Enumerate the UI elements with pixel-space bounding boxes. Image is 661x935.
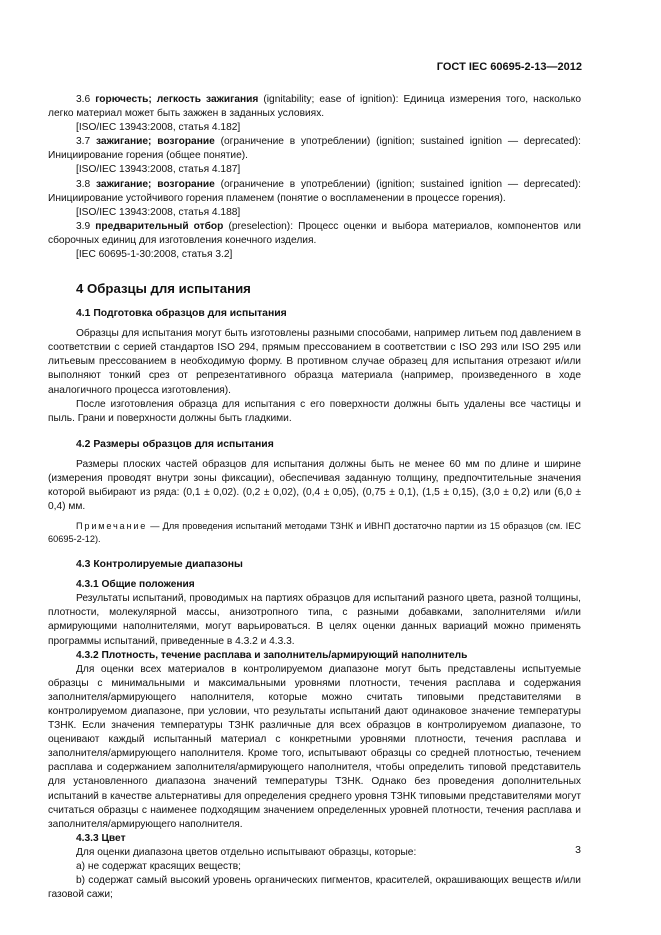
section-4-3-1-paragraph: Результаты испытаний, проводимых на партиях образцов для испытаний разного цвета, разной толщины, плотности, молекулярной массы, анизотропного типа, с разными добавками, заполнителями и/или армирующими наполнителями, могут варьироваться. В целях оценки данных вариаций можно применять программы испытаний, приведенные в 4.3.2 и 4.3.3. bbox=[48, 593, 581, 647]
term: зажигание; возгорание bbox=[95, 136, 215, 148]
section-4-3-1-title: 4.3.1 Общие положения bbox=[76, 579, 195, 591]
term: предварительный отбор bbox=[95, 220, 224, 232]
reference: [ISO/IEC 13943:2008, статья 4.182] bbox=[76, 122, 241, 134]
section-4-1-title: 4.1 Подготовка образцов для испытания bbox=[76, 308, 287, 320]
list-item-b: b) содержат самый высокий уровень органических пигментов, красителей, окрашивающих веществ и/или газовой сажи; bbox=[48, 875, 581, 901]
section-4-1-paragraph-2: После изготовления образца для испытания с его поверхности должны быть удалены все частицы и пыль. Грани и поверхности должны быть гладкими. bbox=[48, 398, 581, 424]
term: зажигание; возгорание bbox=[95, 178, 215, 190]
section-4-title: 4 Образцы для испытания bbox=[76, 281, 251, 297]
list-item-a: а) не содержат красящих веществ; bbox=[76, 861, 241, 873]
section-4-2-title: 4.2 Размеры образцов для испытания bbox=[76, 438, 274, 450]
definition-3-9: 3.9 предварительный отбор (preselection): Процесс оценки и выбора материалов, компонентов или сборочных единиц для изготовления конечного изделия. [IEC 60695-1-30:2008, статья 3.2] bbox=[48, 220, 581, 262]
section-4-3-2-paragraph: Для оценки всех материалов в контролируемом диапазоне могут быть представлены испытуемые образцы с минимальными и максимальными уровнями плотности, течения расплава и содержания заполнителя/армирующего наполнителя, которые можно считать типовыми представителями в контролируемом диапазоне, при условии, что результаты испытаний дают одинаковое значение температуры ТЗНК. Если значения температуры ТЗНК различные для всех образцов в контролируемом диапазоне, то оценивают каждый испытанный материал с конкретными уровнями плотности, течения расплава и заполнителя/армирующего наполнителя. Кроме того, испытывают образцы со средней плотностью, течением расплава и содержанием заполнителя/армирующего наполнителя, чтобы определить типовой представитель для установленного диапазона значений температуры ТЗНК. Однако без проведения дополнительных испытаний в качестве альтернативы для определения среднего уровня ТЗНК типовыми представителями могут считаться образцы с наименее подходящим значением определенных уровней плотности, течения расплава и заполнителя/армирующего наполнителя. bbox=[48, 663, 581, 830]
definition-3-7: 3.7 зажигание; возгорание (ограничение в употреблении) (ignition; sustained ignition — deprecated): Инициирование горения (общее понятие). [ISO/IEC 13943:2008, статья 4.187] bbox=[48, 135, 581, 177]
reference: [ISO/IEC 13943:2008, статья 4.187] bbox=[76, 164, 241, 176]
section-4-2-paragraph: Размеры плоских частей образцов для испытания должны быть не менее 60 мм по длине и ширине (измерения проводят внутри зоны фиксации), обеспечивая заданную толщину, предпочтительные значения которой выбирают из ряда: (0,1 ± 0,02). (0,2 ± 0,02), (0,4 ± 0,05), (0,75 ± 0,1), (1,5 ± 0,15), (3,0 ± 0,2) или (6,0 ± 0,4) мм. bbox=[48, 458, 581, 513]
section-4-3-3-paragraph: Для оценки диапазона цветов отдельно испытывают образцы, которые: bbox=[76, 846, 417, 858]
section-4-3-title: 4.3 Контролируемые диапазоны bbox=[76, 559, 243, 571]
note bbox=[48, 520, 581, 546]
reference: [IEC 60695-1-30:2008, статья 3.2] bbox=[76, 249, 233, 261]
section-4-3-2-title: 4.3.2 Плотность, течение расплава и заполнитель/армирующий наполнитель bbox=[76, 649, 468, 661]
definition-3-6: 3.6 горючесть; легкость зажигания (ignitability; ease of ignition): Единица измерения того, насколько легко материал может быть зажжен в заданных условиях. [ISO/IEC 13943:2008, статья 4.182] bbox=[48, 93, 581, 135]
note-text: — Для проведения испытаний методами ТЗНК и ИВНП достаточно партии из 15 образцов (см. IEC 60695-2-12). bbox=[48, 521, 581, 545]
definition-3-8: 3.8 зажигание; возгорание (ограничение в употреблении) (ignition; sustained ignition — deprecated): Инициирование устойчивого горения пламенем (понятие о воспламенении в процессе горения). [ISO/IEC 13943:2008, статья 4.188] bbox=[48, 178, 581, 220]
section-4-1-paragraph-1: Образцы для испытания могут быть изготовлены разными способами, например литьем под давлением в соответствии с серией стандартов ISO 294, прямым прессованием в соответствии с ISO 293 или ISO 295 или литьевым прессованием в необходимую форму. В противном случае образец для испытания отрезают и/или выполняют тонкий срез от репрезентативного образца материала (например, произведенного в ходе аналогичного процесса изготовления). bbox=[48, 328, 581, 396]
reference: [ISO/IEC 13943:2008, статья 4.188] bbox=[76, 206, 241, 218]
note-label: Примечание bbox=[76, 521, 148, 532]
standard-header: ГОСТ IEC 60695-2-13—2012 bbox=[436, 61, 582, 73]
page-content bbox=[48, 93, 581, 902]
section-4-3-3-title: 4.3.3 Цвет bbox=[76, 832, 126, 844]
page-number: 3 bbox=[575, 844, 581, 856]
term: горючесть; легкость зажигания bbox=[95, 94, 259, 105]
